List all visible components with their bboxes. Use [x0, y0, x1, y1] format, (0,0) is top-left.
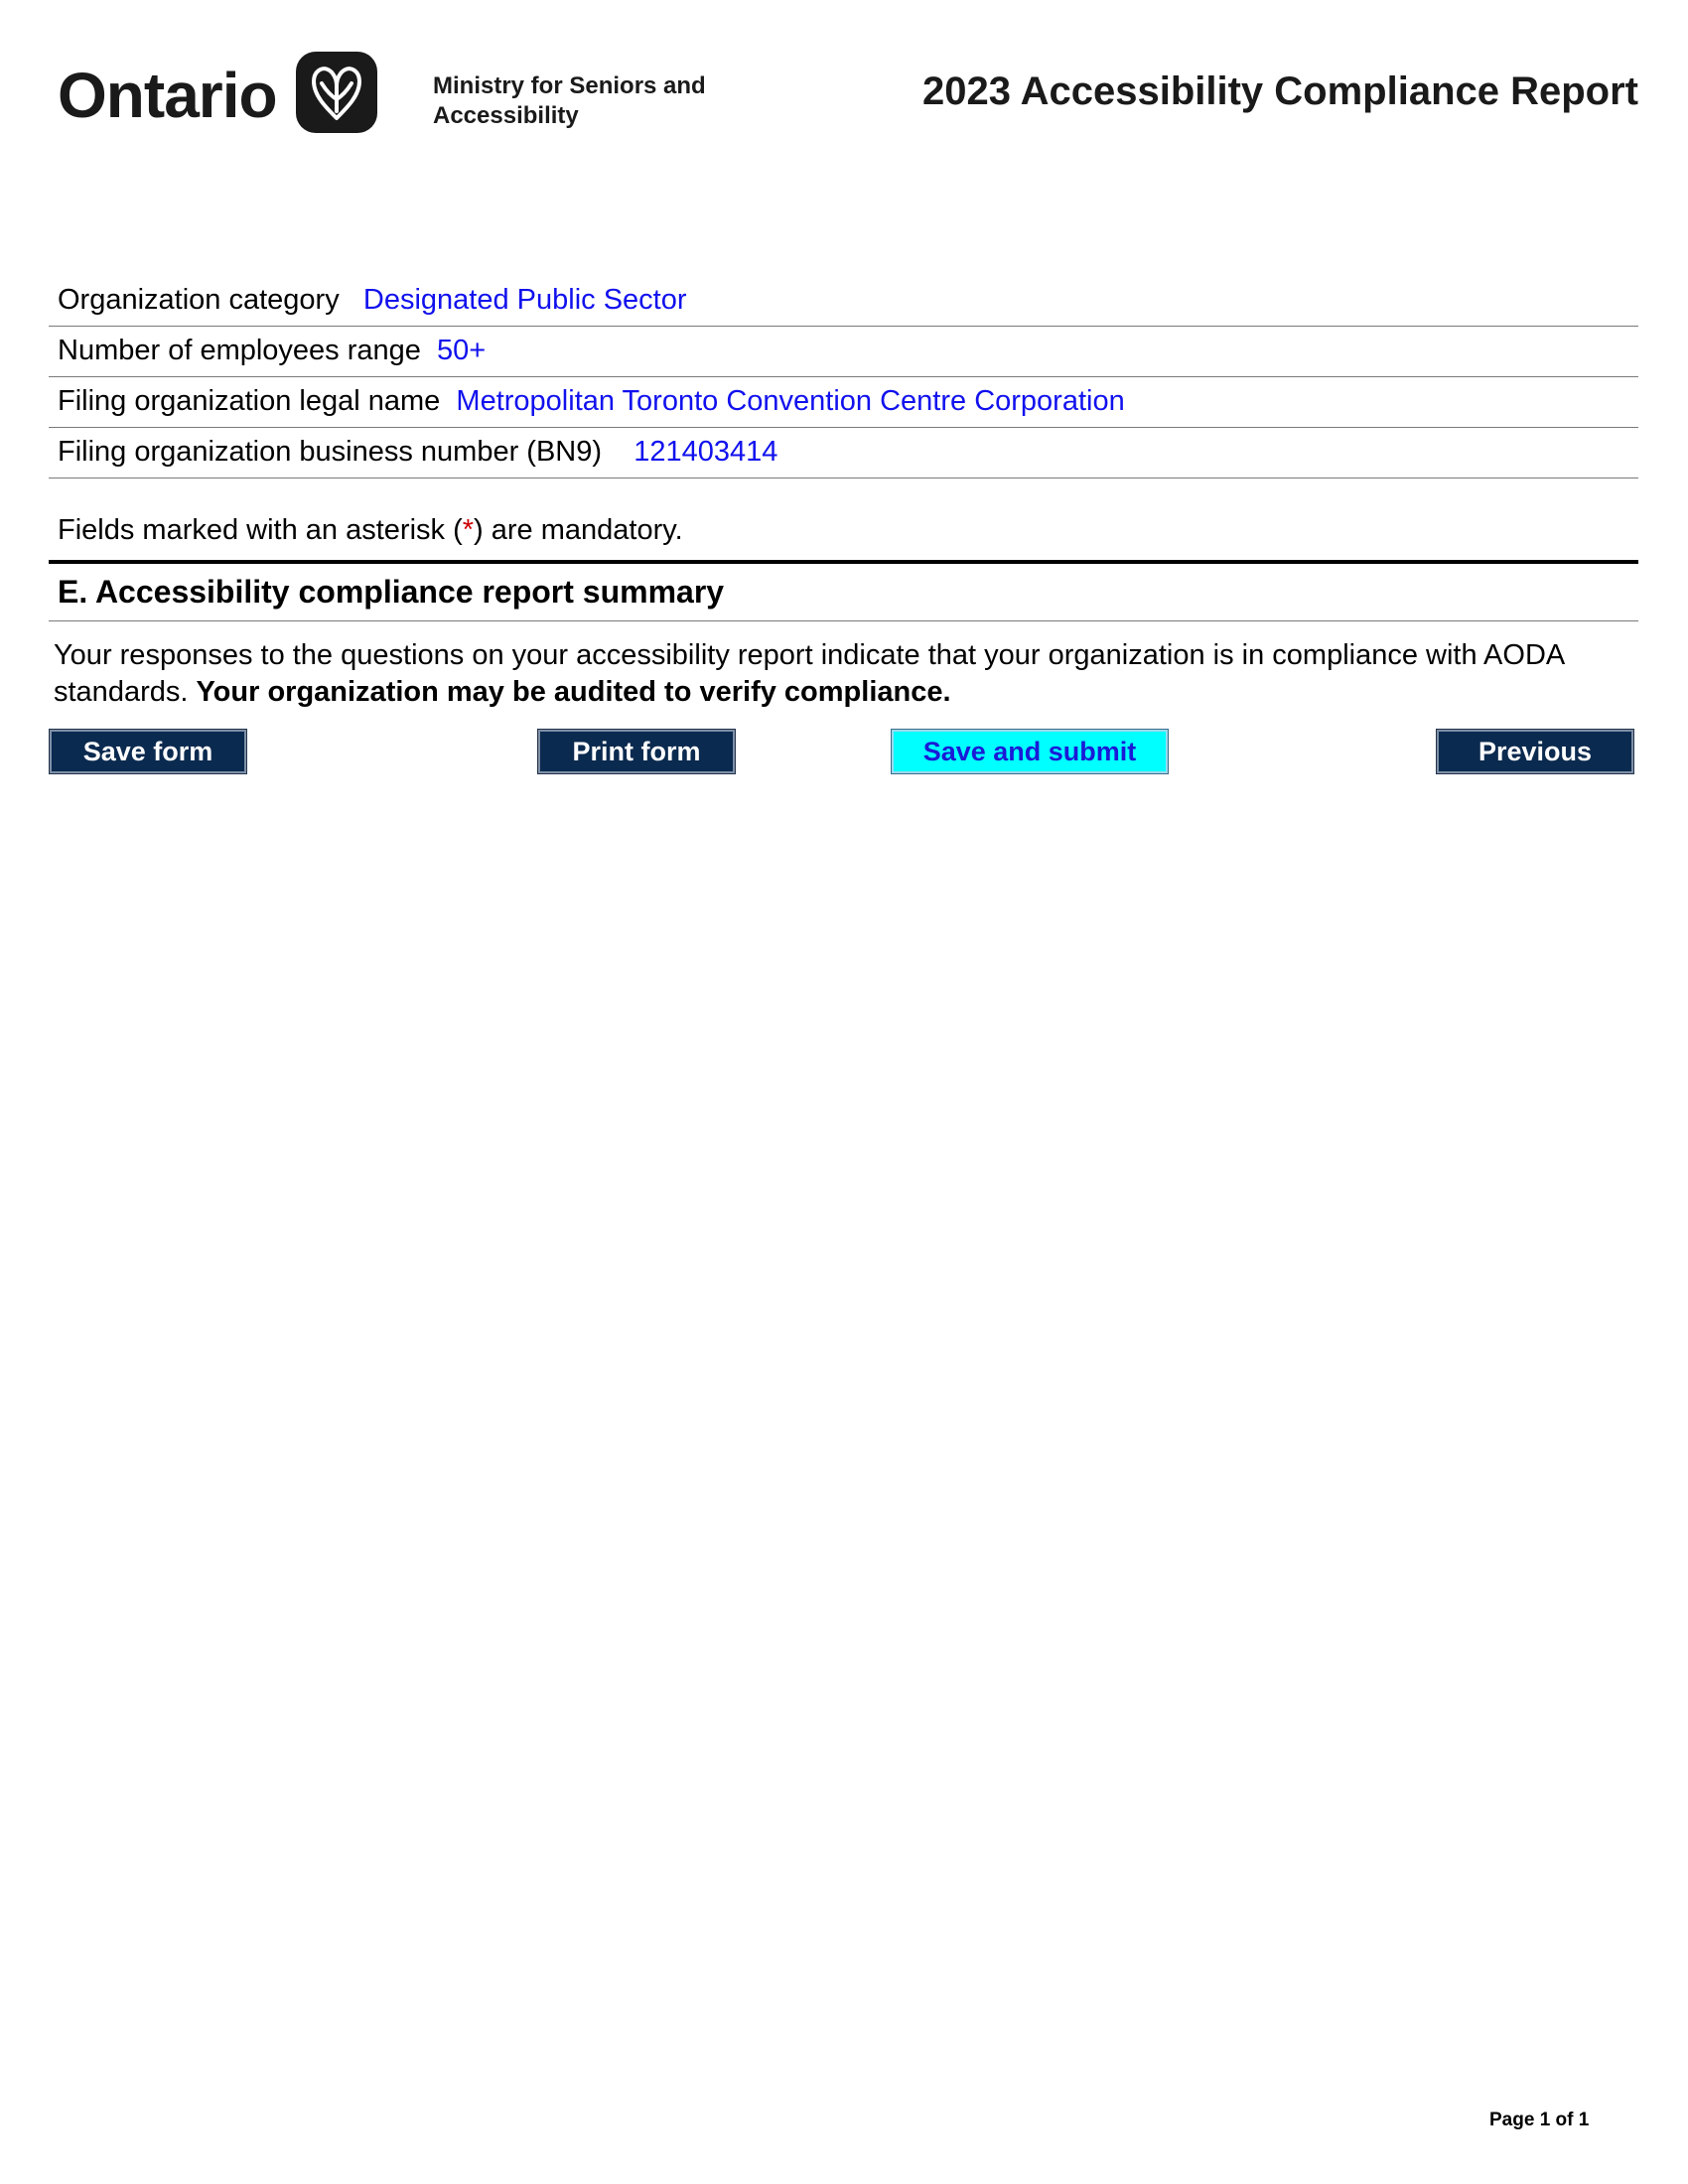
legal-name-label: Filing organization legal name: [58, 385, 441, 417]
asterisk-mark: *: [462, 514, 475, 546]
summary-text: Your responses to the questions on your accessibility report indicate that your organization is in compliance with AODA standards.: [54, 639, 1564, 708]
employees-label: Number of employees range: [58, 335, 421, 366]
legal-name-value: Metropolitan Toronto Convention Centre Corporation: [456, 385, 1125, 417]
section-header: [49, 560, 1638, 621]
mandatory-note-before: Fields marked with an asterisk (: [58, 514, 463, 546]
info-row-business-number: [49, 428, 1638, 478]
mandatory-note-after: ) are mandatory.: [474, 514, 683, 546]
ministry-name: Ministry for Seniors and Accessibility: [433, 72, 706, 129]
info-row-legal-name: [49, 377, 1638, 428]
mandatory-note: [58, 510, 683, 550]
section-title: E. Accessibility compliance report summary: [58, 574, 725, 610]
ontario-trillium-icon: [296, 52, 377, 133]
page-number: Page 1 of 1: [1489, 2110, 1590, 2130]
page-header: [58, 50, 1638, 149]
employees-value: 50+: [437, 335, 487, 366]
organization-info: [49, 276, 1638, 478]
business-number-value: 121403414: [633, 436, 778, 468]
info-row-category: [49, 276, 1638, 327]
category-value: Designated Public Sector: [362, 284, 687, 316]
info-row-employees: [49, 327, 1638, 377]
print-form-button[interactable]: Print form: [538, 730, 735, 773]
business-number-label: Filing organization business number (BN9): [58, 436, 603, 468]
summary-audit-warning: Your organization may be audited to verify compliance.: [196, 676, 951, 708]
ontario-wordmark: Ontario: [58, 60, 277, 131]
report-title: 2023 Accessibility Compliance Report: [921, 69, 1638, 113]
save-and-submit-button[interactable]: Save and submit: [892, 730, 1168, 773]
category-label: Organization category: [58, 284, 340, 316]
save-form-button[interactable]: Save form: [50, 730, 246, 773]
previous-button[interactable]: Previous: [1437, 730, 1633, 773]
compliance-summary: [54, 637, 1632, 711]
